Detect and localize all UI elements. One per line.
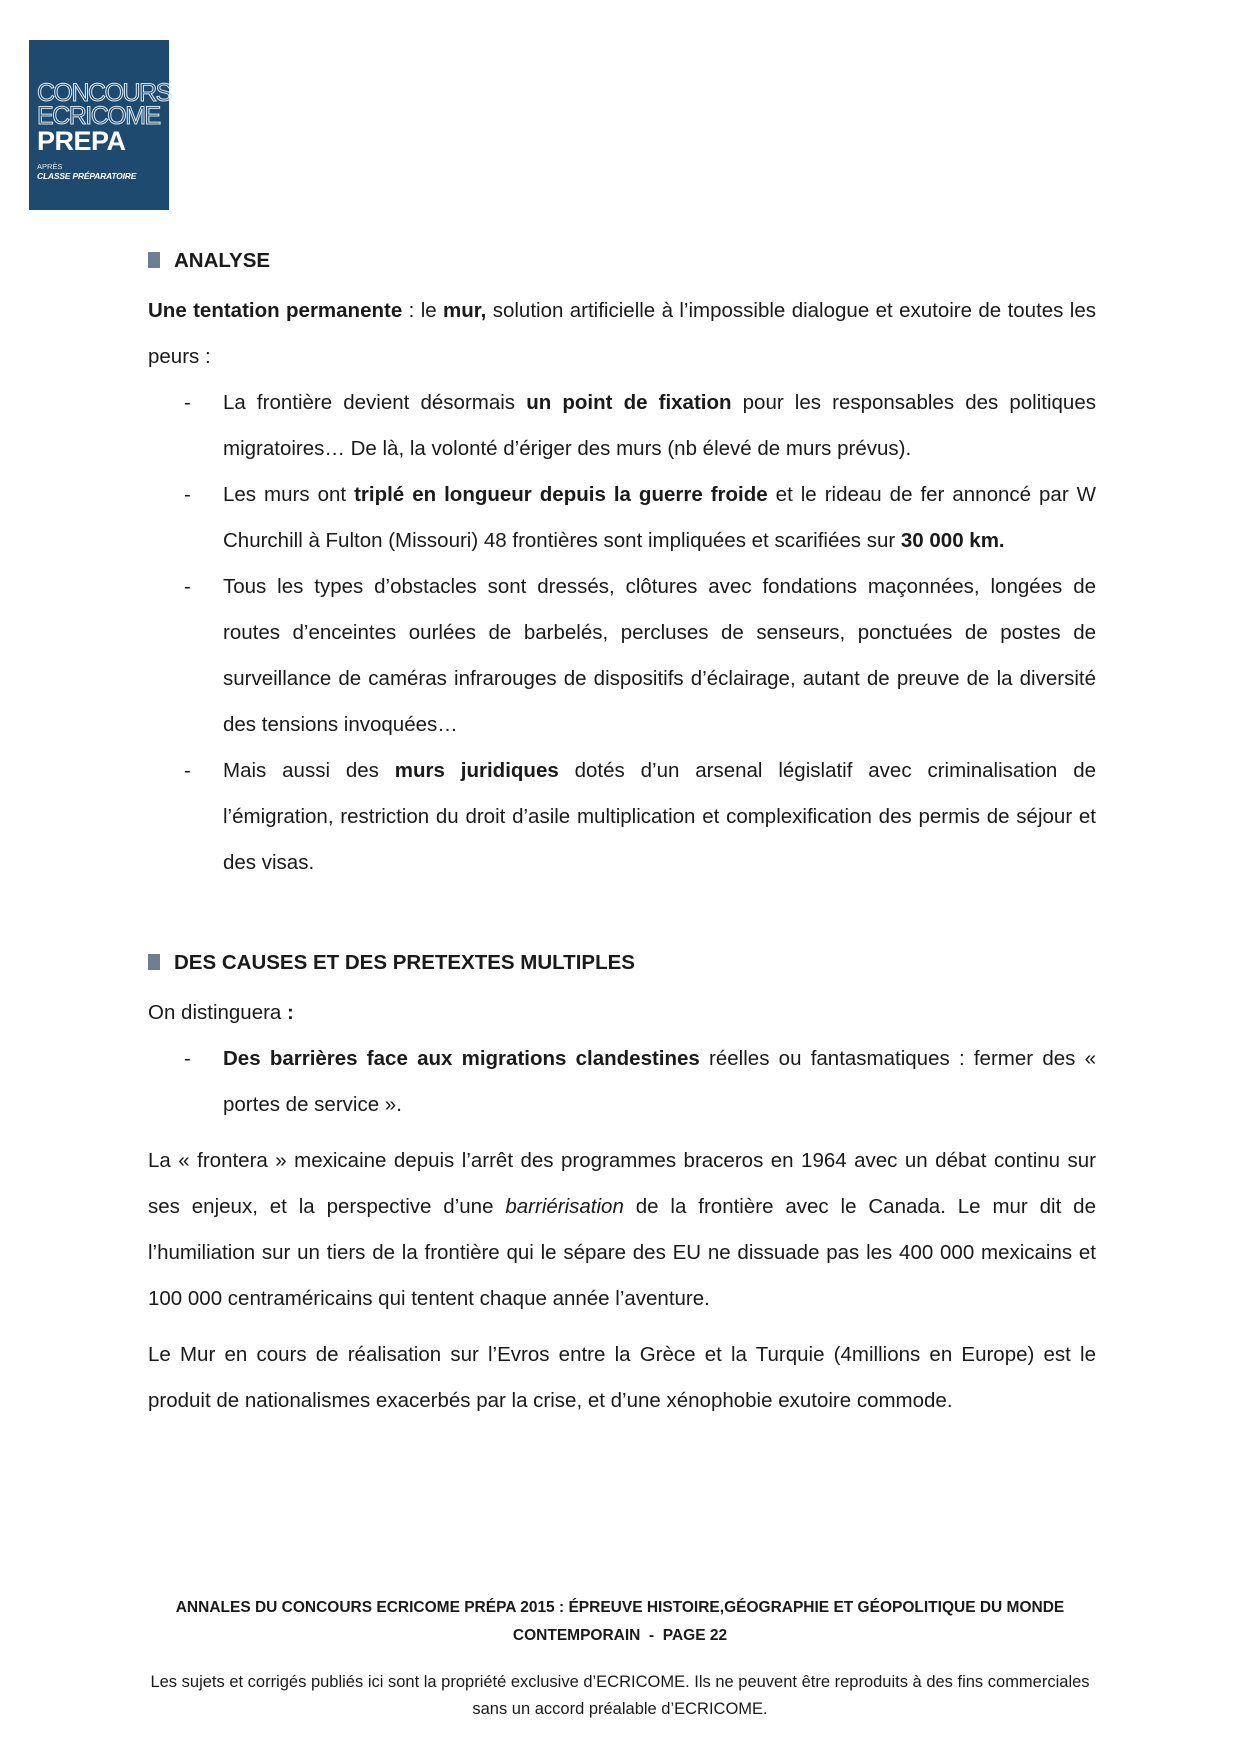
logo-line-ecricome: ECRICOME: [37, 102, 160, 130]
logo-line-prepa: PREPA: [37, 126, 126, 156]
list-item: - Des barrières face aux migrations clandestines réelles ou fantasmatiques : fermer des « portes de service ».: [148, 1036, 1096, 1128]
list-item: - Les murs ont triplé en longueur depuis la guerre froide et le rideau de fer annoncé par W Churchill à Fulton (Missouri) 48 frontières sont impliquées et scarifiées sur 30 000 km.: [148, 472, 1096, 564]
dash-bullet: -: [184, 575, 191, 598]
dash-bullet: -: [184, 759, 191, 782]
causes-paragraph-evros: Le Mur en cours de réalisation sur l’Evros entre la Grèce et la Turquie (4millions en Europe) est le produit de nationalismes exacerbés par la crise, et d’une xénophobie exutoire commode.: [148, 1343, 1096, 1412]
list-item: - La frontière devient désormais un point de fixation pour les responsables des politiques migratoires… De là, la volonté d’ériger des murs (nb élevé de murs prévus).: [148, 380, 1096, 472]
analyse-intro: Une tentation permanente : le mur, solution artificielle à l’impossible dialogue et exutoire de toutes les peurs :: [148, 299, 1096, 368]
footer-title: ANNALES DU CONCOURS ECRICOME PRÉPA 2015 : ÉPREUVE HISTOIRE,GÉOGRAPHIE ET GÉOPOLITIQUE DU MONDE CONTEMPORAIN - PAGE 22: [175, 1599, 1065, 1644]
logo-line-apres: APRÈS: [37, 162, 63, 171]
section-heading-causes: DES CAUSES ET DES PRETEXTES MULTIPLES: [148, 940, 1096, 986]
analyse-list: [148, 380, 1096, 886]
list-item: - Tous les types d’obstacles sont dressés, clôtures avec fondations maçonnées, longées de routes d’enceintes ourlées de barbelés, percluses de senseurs, ponctuées de postes de surveillance de caméras infrarouges de dispositifs d’éclairage, autant de preuve de la diversité des tensions invoquées…: [148, 564, 1096, 748]
page-content: [148, 238, 1096, 1424]
ecricome-logo: [29, 40, 169, 210]
list-item: - Mais aussi des murs juridiques dotés d’un arsenal législatif avec criminalisation de l’émigration, restriction du droit d’asile multiplication et complexification des permis de séjour et des visas.: [148, 748, 1096, 886]
causes-intro: On distinguera :: [148, 1001, 294, 1024]
section-heading-analyse: ANALYSE: [148, 238, 1096, 284]
causes-list: [148, 1036, 1096, 1128]
dash-bullet: -: [184, 391, 191, 414]
dash-bullet: -: [184, 1047, 191, 1070]
logo-line-classe: CLASSE PRÉPARATOIRE: [37, 171, 137, 181]
footer-notice: Les sujets et corrigés publiés ici sont la propriété exclusive d’ECRICOME. Ils ne peuvent être reproduits à des fins commerciales sans un accord préalable d’ECRICOME.: [150, 1673, 1090, 1718]
dash-bullet: -: [184, 483, 191, 506]
square-bullet-icon: [148, 954, 160, 970]
square-bullet-icon: [148, 252, 160, 268]
logo-line-concours: CONCOURS: [37, 79, 171, 107]
causes-paragraph-frontera: La « frontera » mexicaine depuis l’arrêt des programmes braceros en 1964 avec un débat continu sur ses enjeux, et la perspective d’une barriérisation de la frontière avec le Canada. Le mur dit de l’humiliation sur un tiers de la frontière qui le sépare des EU ne dissuade pas les 400 000 mexicains et 100 000 centraméricains qui tentent chaque année l’aventure.: [148, 1149, 1096, 1310]
